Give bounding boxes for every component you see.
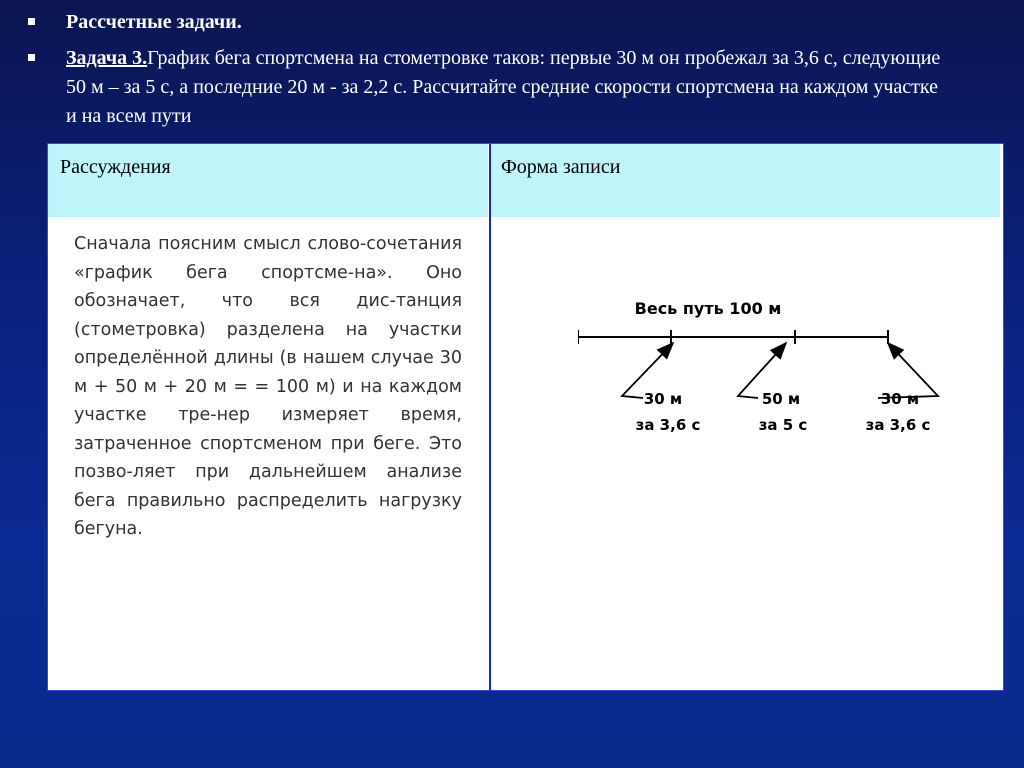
task-label: Задача 3. xyxy=(66,47,148,69)
header-reasoning-label: Рассуждения xyxy=(60,156,171,178)
slide-heading: Рассчетные задачи. xyxy=(66,11,242,33)
header-notation xyxy=(489,144,1000,217)
segment-1-time: за 3,6 с xyxy=(635,416,701,434)
track-diagram xyxy=(578,284,998,444)
header-reasoning xyxy=(48,144,488,217)
column-divider xyxy=(489,144,491,690)
segment-3-dist: 30 м xyxy=(880,390,920,408)
task-statement xyxy=(66,44,946,131)
bullet-icon xyxy=(28,54,35,61)
segment-1-dist: 30 м xyxy=(643,390,683,408)
header-notation-label: Форма записи xyxy=(501,156,621,178)
segment-2-time: за 5 с xyxy=(758,416,808,434)
task-text: График бега спортсмена на стометровке таков: первые 30 м он пробежал за 3,6 с, следующие 50 м – за 5 с, а последние 20 м - за 2,2 с. Рассчитайте средние скорости спортсмена на каждом участке и на всем пути xyxy=(66,47,941,127)
segment-3-time: за 3,6 с xyxy=(865,416,931,434)
segment-2-dist: 50 м xyxy=(761,390,801,408)
reasoning-text: Сначала поясним смысл слово-сочетания «график бега спортсме-на». Оно обозначает, что вся дис-танция (стометровка) разделена на участки определённой длины (в нашем случае 30 м + 50 м + 20 м = = 100 м) и на каждом участке тре-нер измеряет время, затраченное спортсменом при беге. Это позво-ляет при дальнейшем анализе бега правильно распределить нагрузку бегуна. xyxy=(74,234,462,539)
solution-table xyxy=(47,143,1004,691)
diagram-title: Весь путь 100 м xyxy=(634,299,782,318)
bullet-icon xyxy=(28,18,35,25)
